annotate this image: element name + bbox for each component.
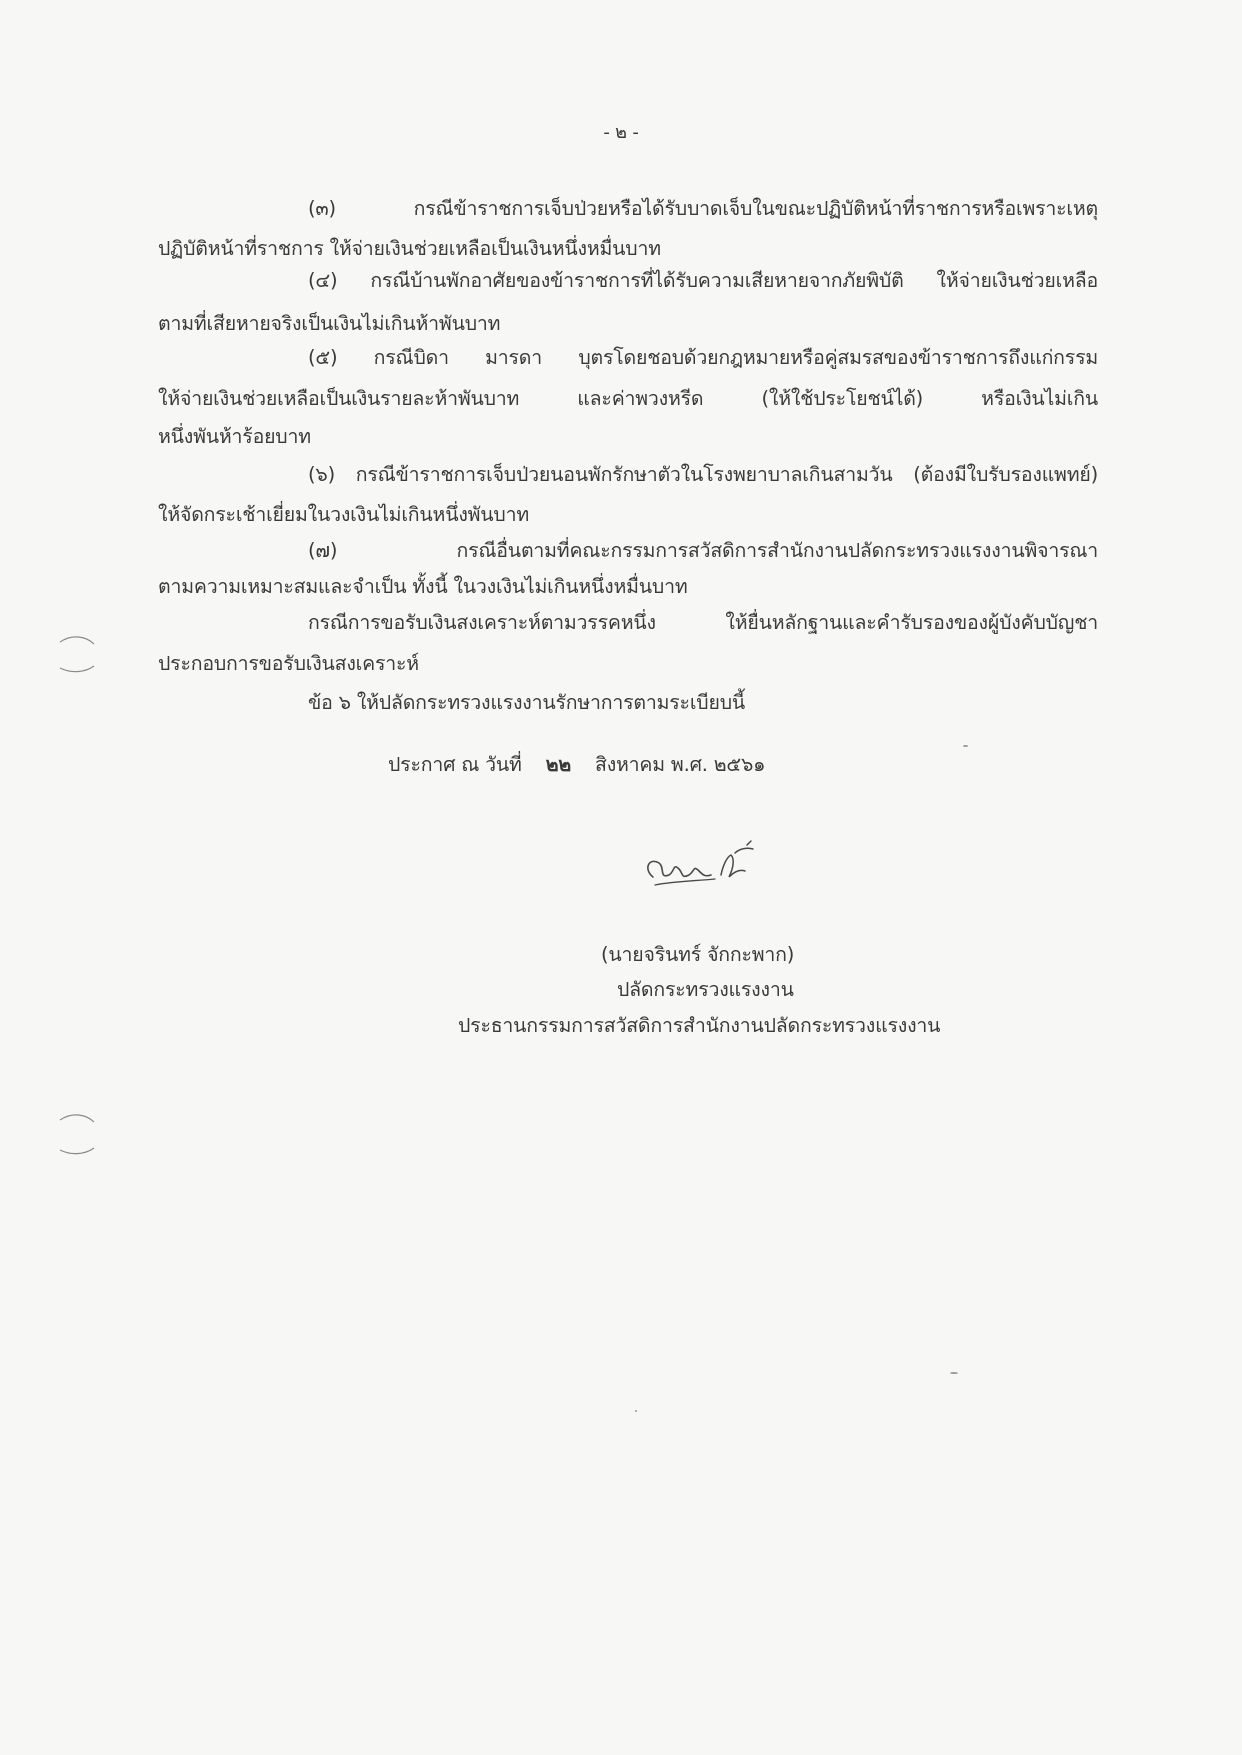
request-paragraph-line-1: กรณีการขอรับเงินสงเคราะห์ตามวรรคหนึ่ง ให้ยื่นหลักฐานและคำรับรองของผู้บังคับบัญชา [308,611,1098,634]
announcement-prefix: ประกาศ ณ วันที่ [388,753,522,776]
paragraph-3-line-2: ปฏิบัติหน้าที่ราชการ ให้จ่ายเงินช่วยเหลือเป็นเงินหนึ่งหมื่นบาท [158,237,661,260]
announcement-month-year: สิงหาคม พ.ศ. ๒๕๖๑ [595,753,766,776]
paragraph-5-line-2: ให้จ่ายเงินช่วยเหลือเป็นเงินรายละห้าพันบาท และค่าพวงหรีด (ให้ใช้ประโยชน์ได้) หรือเงินไม่เกิน [158,387,1098,410]
signatory-position-2: ประธานกรรมการสวัสดิการสำนักงานปลัดกระทรวงแรงงาน [458,1014,941,1037]
paragraph-7-line-1: (๗) กรณีอื่นตามที่คณะกรรมการสวัสดิการสำนักงานปลัดกระทรวงแรงงานพิจารณา [308,539,1098,562]
paragraph-3-line-1: (๓) กรณีข้าราชการเจ็บป่วยหรือได้รับบาดเจ็บในขณะปฏิบัติหน้าที่ราชการหรือเพราะเหตุ [308,197,1098,220]
scan-speck [635,1410,637,1412]
handwritten-signature [635,835,775,905]
scan-speck [950,1372,958,1374]
clause-6: ข้อ ๖ ให้ปลัดกระทรวงแรงงานรักษาการตามระเบียบนี้ [308,691,746,714]
paragraph-5-line-1: (๕) กรณีบิดา มารดา บุตรโดยชอบด้วยกฎหมายหรือคู่สมรสของข้าราชการถึงแก่กรรม [308,346,1098,369]
announcement-day: ๒๒ [545,753,571,776]
paragraph-6-line-1: (๖) กรณีข้าราชการเจ็บป่วยนอนพักรักษาตัวในโรงพยาบาลเกินสามวัน (ต้องมีใบรับรองแพทย์) [308,463,1098,486]
paragraph-4-line-2: ตามที่เสียหายจริงเป็นเงินไม่เกินห้าพันบาท [158,312,501,335]
signatory-name: (นายจรินทร์ จักกะพาก) [601,943,795,966]
paragraph-6-line-2: ให้จัดกระเช้าเยี่ยมในวงเงินไม่เกินหนึ่งพันบาท [158,503,530,526]
announcement-date [388,752,765,778]
page-number: - ๒ - [603,122,639,143]
signatory-position-1: ปลัดกระทรวงแรงงาน [617,978,794,1001]
request-paragraph-line-2: ประกอบการขอรับเงินสงเคราะห์ [158,652,419,675]
paragraph-5-line-3: หนึ่งพันห้าร้อยบาท [158,425,311,448]
scan-speck [963,745,968,747]
hole-punch-mark-bottom [52,1110,102,1158]
paragraph-4-line-1: (๔) กรณีบ้านพักอาศัยของข้าราชการที่ได้รับความเสียหายจากภัยพิบัติ ให้จ่ายเงินช่วยเหลือ [308,269,1098,292]
paragraph-7-line-2: ตามความเหมาะสมและจำเป็น ทั้งนี้ ในวงเงินไม่เกินหนึ่งหมื่นบาท [158,575,688,598]
hole-punch-mark-top [52,630,102,678]
